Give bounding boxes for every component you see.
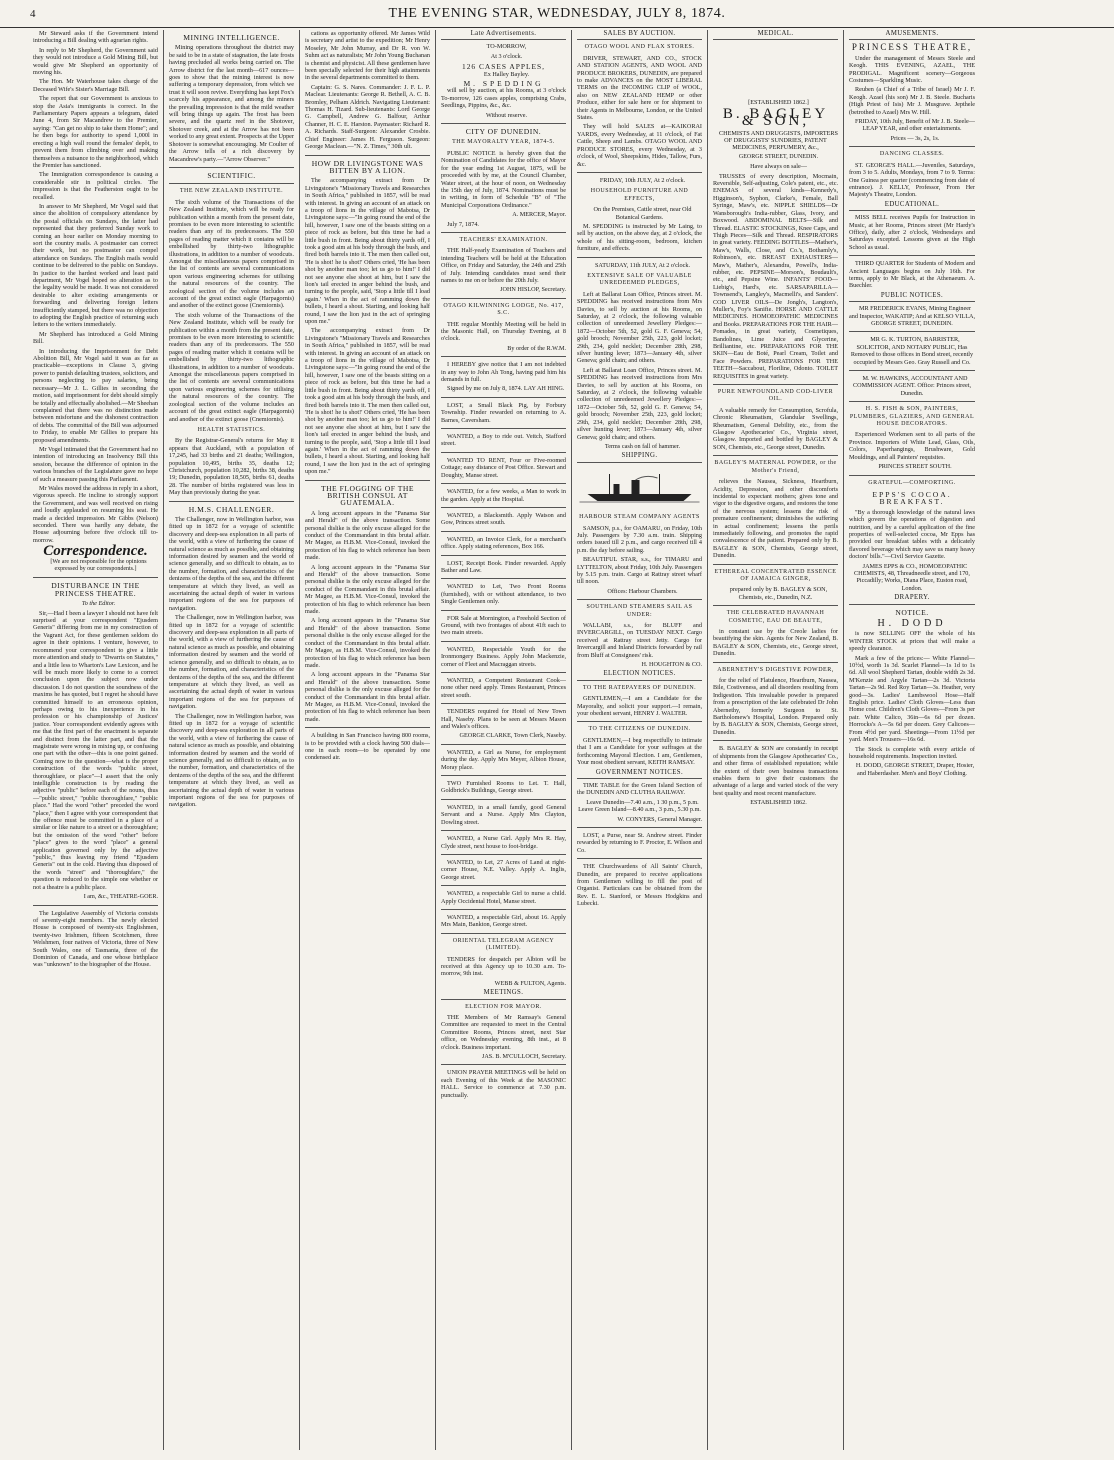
ad-title: ELECTION FOR MAYOR.: [465, 1003, 542, 1010]
article-text: The report that our Government is anxious to stop the Asia's immigrants is correct. In the Parliamentary Papers appears a telegram, dated June 4, from Sir Macandrew to the Premier, saying: "Can get no ship to take them Home"; and he then begs for authority to spend 1,000l in erecting a high wall round the females' depôt, to prevent them from climbing over and making themselves a nuisance to the neighborhood, which the Premier has sanctioned.: [33, 95, 158, 169]
ad-text: Without reserve.: [486, 111, 527, 119]
ad-text: THE regular Monthly Meeting will be held in the Masonic Hall, on Thursday Evening, at 8 o'clock.: [441, 320, 566, 343]
classified-ad: LOST, Receipt Book. Finder rewarded. Apply Bather and Law.: [441, 559, 566, 574]
ad-title: TO THE RATEPAYERS OF DUNEDIN.: [582, 684, 697, 691]
divider: [441, 775, 566, 776]
divider: [441, 452, 566, 453]
letter-salutation: To the Editor.: [81, 600, 116, 608]
article-text: The Hon. Mr Waterhouse takes charge of the Deceased Wife's Sister's Marriage Bill.: [33, 78, 158, 93]
divider: [577, 599, 702, 600]
health-text: By the Registrar-General's returns for May it appears that Auckland, with a population of 17,245, had 33 births and 21 deaths; Wellington, population 10,495, births 35, deaths 12; Christchurch, population 10,282, births 38, deaths 19; Dunedin, population 18,505, births 61, deaths 28. The number of births registered was less in May than previously during the year.: [169, 437, 294, 497]
ad-title: BAGLEY'S MATERNAL POWDER, or the Mother's Friend,: [714, 460, 837, 474]
ad-title: EPPS'S COCOA. BREAKFAST.: [872, 489, 952, 507]
ad-address: PRINCES STREET SOUTH.: [878, 463, 952, 471]
column-3: [300, 30, 436, 1450]
divider: [169, 501, 294, 502]
divider: [305, 480, 430, 481]
price-list: Mark a few of the prices:— White Flannel—10½d, worth 1s 3d. Scarlet Flannel—1s 1d to 1s 6d. All wool Shepherd Tartan, double width 2s 3d. M'Kenzie and Argyle Tartan—2s 3d. Victoria Tartan—2s 9d. Red Roy Tartan—3s. Heather, very good—3s. Ladies' Lambswool Hose—Half English price. Ladies' Cloth Gloves—Less than Home cost. Children's Cloth Gloves—From 3s per pair. White Calico, 36in—6s 6d per dozen. Horrocks's A—5s 6d per dozen. Grey Calicoes—From 4½d per yard. Sheetings—From 11½d per yard. Men's Trousers—16s 6d.: [849, 654, 975, 744]
classified-ad: WANTED, an Invoice Clerk, for a merchant's office. Apply stating references, Box 166.: [441, 535, 566, 551]
ad-title: 126 CASES APPLES,: [462, 62, 545, 72]
ad-text: A valuable remedy for Consumption, Scrofula, Chronic Rheumatism, Glandular Swellings, Rheumatism, General Debility, etc., from the Glasgow Apothecaries' Co., Virginia street, Glasgow. Imported and bottled by BAGLEY & SON, Chemists, etc., George street, Dunedin.: [713, 406, 838, 451]
divider: [577, 827, 702, 828]
spacer: [713, 43, 838, 99]
ad-text: Have always on sale—: [750, 163, 807, 171]
ad-text: BEAUTIFUL STAR, s.s., for TIMARU and LYTTELTON, about Friday, 10th July. Passengers by 5.15 p.m. train. Cargo at Rattray street wharf till noon.: [577, 556, 702, 586]
column-5: [572, 30, 708, 1450]
steamship-icon: [577, 470, 702, 504]
divider: [441, 578, 566, 579]
article-text: In answer to Mr Shepherd, Mr Vogel said that since the abolition of compulsory attendance by the postal officials on Sundays, the latter had represented that they preferred Sunday work to coming an hour earlier on Monday morning to sort the country mails. A postmaster can correct their work, but no postmaster can compel attendance on Sundays. The English mails would continue to be delivered to the public on Sundays. In justice to the hardest worked and least paid department, Mr Vogel hoped no alteration as to the legality would be made. It was not considered desirable to alter existing arrangements or forwarding and delivering foreign letters insufficiently stamped, but there was no objection to adopting the English practice of returning such letters to the writers immediately.: [33, 202, 158, 329]
column-4: [436, 30, 572, 1450]
article-text: Mr Vogel intimated that the Government had no intention of introducing an Insolvency Bill this session, because the difference of opinion in the various branches of the Legislature gave no hope of such a measure passing this Parliament.: [33, 445, 158, 483]
ad-text: MISS BELL receives Pupils for Instruction in Music, at her Rooms, Princes street (Mr Hardy's Office), daily, after 2 o'clock, Wednesdays and Saturdays excepted. Lessons given at the High School as usual.: [849, 214, 975, 251]
ad-address: JAMES EPPS & CO., HOMOEOPATHIC CHEMISTS, 48, Threadneedle street, and 170, Piccadilly; Works, Diana Place, Euston road, London.: [854, 562, 970, 592]
ad-title: HOUSEHOLD FURNITURE AND EFFECTS,: [590, 188, 689, 202]
ad-text: M. W. HAWKINS, ACCOUNTANT AND COMMISSION AGENT. Office: Princes street, Dunedin.: [852, 375, 971, 397]
divider: [849, 255, 975, 256]
ad-text: SAMSON, p.s., for OAMARU, on Friday, 10th July. Passengers by 7.30 a.m. train. Shipping orders issued till 2 p.m., and cargo received till 4 p.m. the day before sailing.: [577, 524, 702, 554]
ad-text: MR FREDERICK EVANS, Mining Engineer and Inspector, WAKATIP; And at KELSO VILLA, GEORGE STREET, DUNEDIN.: [849, 305, 976, 327]
newspaper-title: THE EVENING STAR, WEDNESDAY, JULY 8, 1874.: [388, 6, 726, 21]
divider: [441, 744, 566, 745]
divider: [441, 232, 566, 233]
divider: [305, 155, 430, 156]
ad-text: Left at Ballarat Loan Office, Princes street. M. SPEDDING has received instructions from Mrs Davies, to sell by auction at his Rooms, on Saturday, at 2 o'clock, the following valuable collection of unredeemed Jewellery Pledges:—1872—October 5th, 52, gold G. F. Geneva; 54, gold brooch; November 25th, 223, gold locket; 29th, 234, gold necklet; December 28th, 298, silver hunting lever; 1873—January 4th, silver Geneva; gold chain; and others.: [577, 290, 702, 365]
challenger-heading: H.M.S. CHALLENGER.: [188, 504, 275, 514]
divider: [713, 455, 838, 456]
sales-heading: SALES BY AUCTION.: [577, 30, 702, 40]
ad-text: CHEMISTS AND DRUGGISTS, IMPORTERS OF DRUGGISTS' SUNDRIES, PATENT MEDICINES, PERFUMERY, &c.,: [719, 129, 838, 152]
ad-text: TENDERS for despatch per Albion will be received at this Agency up to 10.30 a.m. To-morrow, 9th inst.: [441, 955, 566, 978]
ad-signature: A. MERCER, Mayor.: [512, 211, 566, 219]
classified-ad: WANTED, a respectable Girl, about 16. Apply Mrs Main, Bankton, George street.: [441, 913, 566, 929]
flogging-text: A long account appears in the "Panama Star and Herald" of the above transaction. Some personal dislike is the only excuse alleged for the conduct of the Commandant in this brutal affair. Mr Magee, as H.B.M. Vice-Consul, invoked the protection of his flag to which reference has been made.: [305, 617, 430, 669]
article-text: Mr Shepherd has introduced a Gold Mining Bill.: [33, 330, 158, 346]
ad-text: TO-MORROW,: [486, 43, 527, 51]
classified-ad: TENDERS required for Hotel of New Town Hall, Naseby. Plans to be seen at Messrs Mason and Wales's offices.: [441, 708, 566, 731]
ad-title: SOUTHLAND STEAMERS SAIL AS UNDER:: [586, 604, 693, 618]
ad-title: DANCING CLASSES.: [879, 151, 945, 158]
classified-ad: WANTED, for a few weeks, a Man to work in the garden. Apply at the Hospital.: [441, 488, 566, 503]
divider: [849, 475, 975, 476]
ad-title: THE CELEBRATED HAVANNAH COSMETIC, EAU DE BEAUTE,: [726, 610, 825, 624]
divider: [577, 172, 702, 173]
ad-text: in constant use by the Creole ladies for beautifying the skin. Agents for New Zealand, B. BAGLEY & SON, Chemists, etc., George street, Dunedin.: [713, 628, 838, 658]
educational-heading: EDUCATIONAL.: [849, 201, 975, 211]
ad-text: I HEREBY give notice that I am not indebted in any way to John Ah Tong, having paid him his demands in full.: [441, 361, 566, 384]
ad-prices: Prices — 3s, 2s, 1s.: [890, 134, 940, 142]
divider: [441, 672, 566, 673]
article-text: In reply to Mr Shepherd, the Government said they would not introduce a Gold Mining Bill, but would give Mr Shepherd an opportunity of moving his.: [33, 46, 158, 77]
ad-text: They will hold SALES at—KAIKORAI YARDS, every Wednesday, at 11 o'clock, of Fat Cattle, Sheep and Lambs. OTAGO WOOL AND PRODUCE STORES, every Wednesday, at 3 o'clock, of Wool, Sheepskins, Hides, Tallow, Furs, &c.: [577, 123, 702, 168]
ad-text: PUBLIC NOTICE is hereby given that the Nomination of Candidates for the office of Mayor for the year ending 1st August, 1875, will be proceeded with by me, at the Council Chamber, Water street, at the hour of noon, on Wednesday the 15th day of July, 1874. Nominations must be in writing, in form of Schedule "B" of "The Municipal Corporations Ordinance.": [441, 149, 566, 209]
government-notices-heading: GOVERNMENT NOTICES.: [577, 769, 702, 779]
article-text: In introducing the Imprisonment for Debt Abolition Bill, Mr Vogel said it was as far as practicable—exceptions in Clause 3, giving power to punish defaulting trustees, solicitors, and persons neglecting to pay salaries, being necessary—Mr J. L. Gillies in seconding the motion, said imprisonment for debt should simply be totally and effectually abolished.—Mr Sheehan complained that there was no distinction made between misfortune and the dishonest contraction of debts. The committal of the Bill was adjourned to Friday, to enable Mr Gillies to prepare his proposed amendments.: [33, 347, 158, 444]
ad-title: ORIENTAL TELEGRAM AGENCY (LIMITED).: [452, 937, 555, 952]
ad-title: ABERNETHY'S DIGESTIVE POWDER,: [717, 666, 834, 673]
livingstone-text: The accompanying extract from Dr Livingstone's "Missionary Travels and Researches in South Africa," published in 1857, will be read with interest. In giving an account of an attack on a troop of lions in the village of Mabotsa, Dr Livingstone says:—"In going round the end of the hill, however, I saw one of the beasts sitting on a piece of rock as before, but this time he had a little bush in front. Being about thirty yards off, I took a good aim at his body through the bush, and fired both barrels into it. The men then called out, 'He is shot! he is shot!' Others cried, 'He has been shot by another man too; let us go to him!' I did not see anyone else shoot at him, but I saw the lion's tail erected in anger behind the bush, and turning to the people, said, 'Stop a little till I load again.' When in the act of ramming down the bullets, I heard a shout. Starting, and looking half round, I saw the lion just in the act of springing upon me.": [305, 177, 430, 326]
divider: [441, 356, 566, 357]
ad-text: THIRD QUARTER for Students of Modern and Ancient Languages begins on July 16th. For terms, apply to Mr Black, at the Athenaeum. A. Buechler.: [849, 260, 975, 290]
dodd-name: H. DODD: [877, 618, 947, 629]
ad-text: "By a thorough knowledge of the natural laws which govern the operations of digestion and nutrition, and by a careful application of the fine properties of well-selected cocoa, Mr Epps has provided our breakfast tables with a delicately flavored beverage which may save us many heavy doctors' bills."—Civil Service Gazette.: [849, 508, 975, 561]
divider: [441, 703, 566, 704]
divider: [441, 123, 566, 124]
divider: [441, 909, 566, 910]
classified-ad: LOST, a Small Black Pig, by Forbury Township. Finder rewarded on returning to A. Barnes, Caversham.: [441, 401, 566, 424]
divider: [441, 799, 566, 800]
divider: [441, 830, 566, 831]
ad-text: B. BAGLEY & SON are constantly in receipt of shipments from the Glasgow Apothecaries' Co., and other firms of established reputation; while the extent of their own business transactions enables them to give their customers the advantage of a large and varied stock of the very best quality and most recent manufacture.: [713, 745, 838, 797]
ad-title: TO THE CITIZENS OF DUNEDIN.: [588, 726, 691, 733]
correspondence-heading: Correspondence.: [43, 543, 148, 560]
divider: [441, 1064, 566, 1065]
livingstone-heading: HOW DR LIVINGSTONE WAS BITTEN BY A LION.: [311, 158, 424, 175]
ad-text: GENTLEMEN,—I beg respectfully to intimate that I am a Candidate for your suffrages at the forthcoming Mayoral Election. I am, Gentlemen, Your most obedient servant, KEITH RAMSAY.: [577, 736, 702, 767]
divider: [33, 905, 158, 906]
classified-ad: WANTED, a Competent Restaurant Cook—none other need apply. Times Restaurant, Princes street south.: [441, 677, 566, 699]
ad-signature: By order of the R.W.M.: [507, 344, 566, 352]
classified-ad: WANTED, Respectable Youth for the Ironmongery Business. Apply John Mackenzie, corner of Fleet and Macraggan streets.: [441, 645, 566, 668]
article-text: The Immigration correspondence is causing a considerable stir in political circles. The impression is that the Featherston ought to be recalled.: [33, 171, 158, 201]
amusements-heading: AMUSEMENTS.: [849, 30, 975, 40]
divider: [441, 885, 566, 886]
ad-text: On the Premises, Cattle street, near Old Botanical Gardens.: [593, 206, 692, 221]
ad-text: Under the management of Messrs Steele and Keogh. THIS EVENING, AZAEL, THE PRODIGAL. Magnificent scenery—Gorgeous Costumes—Sparkling Music.: [849, 54, 975, 85]
ad-text: Left at Ballarat Loan Office, Princes street. M. SPEDDING has received instructions from Mrs Davies, to sell by auction at his Rooms, on Saturday, at 2 o'clock, the following valuable collection of unredeemed Jewellery Pledges:—1872—October 5th, 52, gold G. F. Geneva; 54, gold brooch; November 25th, 223, gold locket; 29th, 234, gold necklet; December 28th, 298, silver hunting lever; 1873—January 4th, silver Geneva; gold chain; and others.: [577, 366, 702, 441]
ad-signature: JOHN HISLOP, Secretary.: [500, 286, 566, 294]
article-text: Mr Wales moved the address in reply in a short, vigorous speech. He incline to strongly support the Government, and was well received on rising and loudly applauded on resuming his seat. He made a decided impression. Mr Gibbs (Nelson) seconded. There was hardly any debate, the House adjourning before five o'clock till to-morrow.: [33, 484, 158, 544]
divider: [713, 662, 838, 663]
challenger-text: The Challenger, now in Wellington harbor, was fitted up in 1872 for a voyage of scientific discovery and deep-sea exploration in all parts of the world, with a view of furthering the cause of natural science as much as possible, and obtaining information desired by seamen and the world of science generally, and so difficult to obtain, as to the number, formation, and characteristics of the denizens of the depths of the sea, and the different temperature at which they lived, as well as ascertaining the actual depth of water in various important regions of the sea for purposes of navigation.: [169, 614, 294, 711]
letter-heading: DISTURBANCE IN THE PRINCESS THEATRE.: [51, 581, 140, 598]
classified-ad: TWO Furnished Rooms to Let. T. Hall, Goldbrick's Buildings, George street.: [441, 780, 566, 795]
ad-signature: H. DODD, GEORGE STREET, Draper, Hosier, and Haberdasher. Men's and Boys' Clothing.: [855, 762, 975, 777]
mining-heading: MINING INTELLIGENCE.: [183, 33, 280, 42]
divider: [33, 577, 158, 578]
ad-text: prepared only by B. BAGLEY & SON, Chemists, etc., Dunedin, N.Z.: [729, 586, 828, 601]
ad-text: WALLABI, s.s., for BLUFF and INVERCARGILL, on TUESDAY NEXT. Cargo received at Rattray street Jetty. Cargo for Invercargill and Inland Districts forwarded by rail from Bluff at Consignees' risk.: [577, 622, 702, 659]
ad-text: relieves the Nausea, Sickness, Heartburn, Acidity, Depression, and other discomforts incidental to expectant mothers; gives tone and vigor to the digestive organs, and restores the tone of the nervous system; lessens the risk of premature confinement; diminishes the suffering in actual confinement; lessens the perils immediately following, and promotes the rapid convalescence of the patient. Prepared only by B. BAGLEY & SON, Chemists, George street, Dunedin.: [713, 478, 838, 560]
cast-list: Reuben (a Chief of a Tribe of Israel) Mr J. F. Keogh. Azael (his son) Mr J. B. Steele. Bucharis (High Priest of Isis) Mr J. Musgrave. Jepthele (betrothed to Azael) Mrs W. Hill.: [849, 86, 975, 116]
scientific-text: The sixth volume of the Transactions of the New Zealand Institute, which will be ready for publication within a month from the present date, promises to be even more interesting to scientific readers than any of its predecessors. The 550 pages of reading matter which it contains will be embellished by thirty-two lithographic illustrations, in addition to a number of woodcuts. Amongst the miscellaneous papers comprised in the list of contents are several communications upon various engineering schemes for utilising the natural resources of the country. The zoological section of the volume includes an account of the great extinct eagle (Harpagornis) and another of the extinct goose (Cnemiornis).: [169, 311, 294, 423]
challenger-text: The Challenger, now in Wellington harbor, was fitted up in 1872 for a voyage of scientific discovery and deep-sea exploration in all parts of the world, with a view of furthering the cause of natural science as much as possible, and obtaining information desired by seamen and the world of science generally, and so difficult to obtain, as to the number, formation, and characteristics of the denizens of the depths of the sea, and the different temperature at which they lived, as well as ascertaining the actual depth of water in various important regions of the sea for purposes of navigation.: [169, 712, 294, 809]
page-number: 4: [30, 8, 37, 20]
ad-text: THE Half-yearly Examination of Teachers and intending Teachers will be held at the Education Office, on Friday and Saturday, the 24th and 25th of July. Intending candidates must send their names to me on or before the 20th July.: [441, 247, 566, 284]
ad-address: GEORGE STREET, DUNEDIN.: [738, 153, 819, 160]
ad-signature: WEBB & FULTON, Agents.: [494, 979, 566, 987]
scientific-heading: SCIENTIFIC.: [207, 170, 256, 180]
drapery-heading: DRAPERY.: [849, 594, 975, 604]
classified-ad: WANTED, a respectable Girl to nurse a child. Apply Occidental Hotel, Manse street.: [441, 890, 566, 905]
established-note: ESTABLISHED 1862.: [750, 799, 807, 807]
divider: [441, 483, 566, 484]
ad-title: H. S. FISH & SON, PAINTERS, PLUMBERS, GLAZIERS, AND GENERAL HOUSE DECORATORS.: [849, 406, 975, 428]
meetings-heading: MEETINGS.: [441, 989, 566, 999]
ad-text: At 3 o'clock.: [490, 52, 523, 60]
ad-text: GENTLEMEN,—I am a Candidate for the Mayoralty, and solicit your support.—I remain, your obedient servant, HENRY J. WALTER.: [577, 695, 702, 718]
ad-title: ETHEREAL CONCENTRATED ESSENCE OF JAMAICA GINGER,: [714, 568, 837, 582]
divider: [441, 298, 566, 299]
flogging-text: A long account appears in the "Panama Star and Herald" of the above transaction. Some personal dislike is the only excuse alleged for the conduct of the Commandant in this brutal affair. Mr Magee, as H.B.M. Vice-Consul, invoked the protection of his flag to which reference has been made.: [305, 563, 430, 616]
classified-ad: FOR Sale at Mornington, a Freehold Section of Ground, with two frontages of about 41ft each to two main streets.: [441, 614, 566, 637]
divider: [849, 331, 975, 332]
article-text: A building in San Francisco having 800 rooms, is to be provided with a clock having 500 dials—one in each room—to be operated by one condensed air.: [305, 732, 430, 762]
auctioneer-name: M. SPEDDING: [463, 79, 544, 89]
divider: [713, 740, 838, 741]
article-text: Mr Steward asks if the Government intend introducing a Bill dealing with agrarian rights.: [33, 30, 158, 45]
timetable: Leave Dunedin—7.40 a.m., 1 30 p.m., 5 p.m. Leave Green Island—8.40 a.m., 3 p.m., 5.30 p.m.: [578, 798, 701, 814]
divider: [441, 428, 566, 429]
product-list: TRUSSES of every description, Mocmain, Reversible, Self-adjusting, Cole's patent, etc., etc. ENEMAS of several kinds—Kennedy's, Higginson's, Syphon, Clarke's, Female, Ball Syringe, Maw's, etc. NIPPLE SHIELDS—Dr Wansborough's India-rubber, Glass, Ivory, and Boxwood. ABDOMINAL BELTS—Silk and Thread. ELASTIC STOCKINGS, Knee Caps, and Thigh Pieces—Silk and Thread. RESPIRATORS in great variety. FEEDING BOTTLES—Mather's, Maw's, Walls, Close, and Co.'s, Bothamly's, Robinson's, etc. BREAST EXHAUSTERS—Maw's, Mather's, Alexandra, Powell's, India-rubber, etc. PEPSINE—Morson's, Boudault's, etc., and Pepsine Wine. INFANTS' FOOD—Liebig's, Hard's, etc. SARSAPARILLA—Townsend's, Langley's, Macmelli's, and Sanders'. COD LIVER OILS—De Jongh's, Langton's, Muller's, Foy's Sanifie. HORSE AND CATTLE MEDICINES. HOMOEOPATHIC MEDICINES and Books. PREPARATIONS FOR THE HAIR—Pomades, in great variety, Cosmetiques, Bandolines, Lime Juice and Glycerine, Brilliantine, etc. PREPARATIONS FOR THE SKIN—Eau de Boté, Pearl Cream, Toilet and Face Powders. PREPARATIONS FOR THE TEETH—Saccabout, Floriline, Odonto. TOILET REQUISITES in great variety.: [713, 172, 838, 380]
bagley-logo: B. BAGLEY & SON,: [722, 105, 829, 130]
article-text: The Legislative Assembly of Victoria consists of seventy-eight members. The newly elected House is composed of twenty-six Englishmen, twenty-two Irishmen, fifteen Scotchmen, three Welshmen, four natives of Victoria, three of New South Wales, one of Tasmania, three of the Dominion of Canada, and one whose birthplace was "unknown" to the biographer of the House.: [33, 909, 158, 969]
divider: [849, 401, 975, 402]
columns: [28, 30, 1094, 1450]
classified-ad: WANTED, to Let, 27 Acres of Land at right-corner House, N.E. Valley. Apply A. Inglis, George street.: [441, 858, 566, 881]
divider: [849, 146, 975, 147]
theatre-heading: PRINCESS THEATRE,: [851, 42, 973, 53]
divider: [169, 183, 294, 184]
classified-ad: WANTED, a Nurse Girl. Apply Mrs R. Hay, Clyde street, next house to foot-bridge.: [441, 835, 566, 850]
classified-ad: LOST, a Purse, near St. Andrew street. Finder rewarded by returning to F. Proctor, E. Wilson and Co.: [577, 831, 702, 854]
livingstone-text: The accompanying extract from Dr Livingstone's "Missionary Travels and Researches in South Africa," published in 1857, will be read with interest. In giving an account of an attack on a troop of lions in the village of Mabotsa, Dr Livingstone says:—"In going round the end of the hill, however, I saw one of the beasts sitting on a piece of rock as before, but this time he had a little bush in front. Being about thirty yards off, I took a good aim at his body through the bush, and fired both barrels into it. The men then called out, 'He is shot! he is shot!' Others cried, 'He has been shot by another man too; let us go to him!' I did not see anyone else shoot at him, but I saw the lion's tail erected in anger behind the bush, and turning to the people, said, 'Stop a little till I load again.' When in the act of ramming down the bullets, I heard a shout. Starting, and looking half round, I saw the lion just in the act of springing upon me.": [305, 327, 430, 476]
mining-text: Mining operations throughout the district may be said to be in a state of stagnation, the late frosts having precluded all works being carried on. The Arrow district for the last month—617 ounces—goes to show that the mining interest is now suffering a temporary depression, from which we trust it will soon revive. Everything has kept Fox's scarcely his appearance, and among the miners the prevailing impression is that the mild weather will bring things up again. The frost has been severe, and the quartz reef in the Shotover, Shotover creek, and at the Arrow has not been worked to any great extent. Prospects at the Upper Shotover is somewhat encouraging. Mr Coulter of the Arrow tells of a rich discovery by Macandrew's party.—"Arrow Observer.": [169, 44, 294, 163]
ad-signature: GEORGE CLARKE, Town Clerk, Naseby.: [459, 732, 566, 740]
letter-body: Sir,—Had I been a lawyer I should not have felt surprised at your correspondent "Ejusdem Generis" differing from me in my construction of the Vagrant Act, for these gentlemen seldom do agree in their opinions. I venture, however, to recommend your correspondent to give a little more attention and study to "Dwarris on Statutes," and a little less to Wharton's Law Lexicon, and he will be much more likely to come to a correct conclusion upon the subject now under discussion. I do not question the soundness of the maxims he has quoted, but I regret he should have committed himself to an erroneous opinion, perhaps owing to his inexperience in his profession or his championship of Justices' justice. Your correspondent evidently agrees with me that the first part of the enactment is separate and distinct from the latter part, and that the magistrate were wrong in mixing up, or confusing one part with the other—this is one point gained. Coming now to the question—what is the proper construction of the words "public street, thoroughfare, or place"—I assert that the only intelligible construction is by reading the adjective "public" before each of the nouns, thus—"public street," "public thoroughfare," "public place." Had the word "other" preceded the word "place," then I agree with your correspondent that the offence must be committed in a place of a similar or like nature to a street or a thoroughfare; but the omission of the word "other" before "place" gives to the word "place" a general application governed only by the adjective "public," thus leaving my friend "Ejusdem Generis" out in the cold. Having thus disposed of the words "street" and "thoroughfare," the question is reduced to the simple one whether or not a theatre is a public place.: [33, 609, 158, 891]
divider: [441, 641, 566, 642]
scientific-text: The sixth volume of the Transactions of the New Zealand Institute, which will be ready for publication within a month from the present date, promises to be even more interesting to scientific readers than any of its predecessors. The 550 pages of reading matter which it contains will be embellished by thirty-two lithographic illustrations, in addition to a number of woodcuts. Amongst the miscellaneous papers comprised in the list of contents are several communications upon various engineering schemes for utilising the natural resources of the country. The zoological section of the volume includes an account of the great extinct eagle (Harpagornis) and another of the extinct goose (Cnemiornis).: [169, 198, 294, 310]
ad-title: CITY OF DUNEDIN.: [465, 127, 542, 137]
divider: [441, 397, 566, 398]
ad-text: Experienced Workmen sent to all parts of the Province. Importers of White Lead, Glass, Oils, Colors, Paperhangings, Brushware, Gold Mouldings, and all Painters' requisites.: [849, 431, 975, 461]
article-text: Captain: G. S. Nares. Commander: J. F. L. P. Maclear. Lieutenants: George R. Bethell, A. C. B. Bromley, Pelham Aldrich. Navigating Lieutenant: Thomas H. Tizard. Sub-lieutenants: Lord George G. Campbell, Andrew G. Balfour, Arthur Channer, H. C. E. Harston. Paymaster: Richard R. A. Richards. Staff-Surgeon: Alexander Crosbie. Chief Engineer: James H. Ferguson. Surgeon: George Maclean.—"N. Z. Times," 30th ult.: [305, 83, 430, 151]
ad-signature: H. HOUGHTON & CO.: [641, 661, 702, 669]
flogging-heading: THE FLOGGING OF THE BRITISH CONSUL AT GUATEMALA.: [320, 483, 415, 508]
ad-text: SATURDAY, 11th JULY, At 2 o'clock.: [594, 261, 691, 269]
classified-ad: WANTED, a Blacksmith. Apply Watson and Gow, Princes street south.: [441, 511, 566, 527]
classified-ad: WANTED, in a small family, good General Servant and a Nurse. Apply Mrs Clayton, Dowling street.: [441, 803, 566, 826]
divider: [305, 727, 430, 728]
ad-title: OTAGO KILWINNING LODGE, No. 417, S.C.: [443, 302, 564, 317]
ad-title: OTAGO WOOL AND FLAX STORES.: [584, 44, 695, 51]
column-7: [844, 30, 980, 1450]
ad-text: ST. GEORGE'S HALL.—Juveniles, Saturdays, from 3 to 5. Adults, Mondays, from 7 to 9. Terms: One Guinea per quarter (commencing from date of entrance). J. KELLY, Professor, From Her Majesty's Theatre, London.: [849, 161, 975, 199]
ad-text: UNION PRAYER MEETINGS will be held on each Evening of this Week at the MASONIC HALL. Service to commence at 7.30 p.m. punctually.: [441, 1069, 566, 1099]
divider: [577, 721, 702, 722]
ad-title: GRATEFUL—COMFORTING.: [868, 479, 956, 486]
divider: [713, 564, 838, 565]
established-note: [ESTABLISHED 1862.]: [748, 99, 809, 107]
ad-text: FRIDAY, 10th July, Benefit of Mr J. B. Steele—LEAP YEAR, and other entertainments.: [855, 118, 975, 133]
masthead: [0, 6, 1114, 28]
ad-text: Ex Halley Bayley.: [483, 70, 530, 78]
divider: [577, 257, 702, 258]
medical-heading: MEDICAL.: [713, 30, 838, 40]
ad-text: Signed by me on July 8, 1874. LAY AH HING.: [447, 385, 565, 393]
divider: [169, 167, 294, 168]
election-notices-heading: ELECTION NOTICES.: [577, 670, 702, 680]
column-6: [708, 30, 844, 1450]
classified-ad: WANTED TO RENT, Four or Five-roomed Cottage; easy distance of Post Office. Stewart and Doughty, Manse street.: [441, 456, 566, 479]
ad-text: TIME TABLE for the Green Island Section of the DUNEDIN AND CLUTHA RAILWAY.: [577, 781, 702, 797]
late-ads-heading: Late Advertisements.: [441, 30, 566, 40]
ad-title: NOTICE.: [895, 607, 929, 617]
ad-text: Terms cash on fall of hammer.: [604, 442, 681, 450]
flogging-text: A long account appears in the "Panama Star and Herald" of the above transaction. Some personal dislike is the only excuse alleged for the conduct of the Commandant in this brutal affair. Mr Magee, as H.B.M. Vice-Consul, invoked the protection of his flag to which reference has been made.: [305, 671, 430, 723]
divider: [577, 858, 702, 859]
classified-ad: THE Churchwardens of All Saints' Church, Dunedin, are prepared to receive applications from Gentlemen willing to fill the post of Organist. Particulars can be obtained from the Rev. E. L. Stanford, or Messrs Hodgkins and Lubecki.: [577, 863, 702, 908]
divider: [441, 555, 566, 556]
ad-date: July 7, 1874.: [447, 220, 479, 228]
ad-title: PURE NEWFOUNDLAND COD-LIVER OIL.: [717, 389, 834, 403]
divider: [441, 507, 566, 508]
ad-text: MR G. K. TURTON, BARRISTER, SOLICITOR, AND NOTARY PUBLIC, Has Removed to those offices in Bond street, recently occupied by Messrs Geo. Gray Russell and Co.: [850, 336, 974, 366]
divider: [441, 531, 566, 532]
classified-ad: WANTED to Let, Two Front Rooms (furnished), with or without attendance, to two Single Gentlemen only.: [441, 583, 566, 606]
ad-signature: W. CONYERS, General Manager.: [617, 815, 702, 823]
ad-text: will sell by auction, at his Rooms, at 3 o'clock To-morrow, 126 cases apples, comprising Crabs, Seedlings, Pippins, &c., &c.: [441, 87, 566, 110]
health-heading: HEALTH STATISTICS.: [197, 426, 266, 433]
divider: [713, 605, 838, 606]
article-text: cations as opportunity offered. Mr James Wild is secretary and artist to the expedition; Mr Henry Moseley, Mr John Murray, and Dr R. von W. Suhm act as naturalists; Mr John Young Buchanan is chemist and physicist. All these gentlemen have been specially selected for their high attainments in the several departments committed to them.: [305, 30, 430, 82]
challenger-text: The Challenger, now in Wellington harbor, was fitted up in 1872 for a voyage of scientific discovery and deep-sea exploration in all parts of the world, with a view of furthering the cause of natural science as much as possible, and obtaining information desired by seamen and the world of science generally, and so difficult to obtain, as to the number, formation, and characteristics of the denizens of the depths of the sea, and the different temperature at which they lived, as well as ascertaining the actual depth of water in various important regions of the sea for purposes of navigation.: [169, 515, 294, 612]
editor-note: [We are not responsible for the opinions expressed by our correspondents.]: [50, 558, 147, 573]
ad-text: M. SPEDDING is instructed by Mr Laing, to sell by auction, on the above day, at 2 o'clock, the whole of his sitting-room, bedroom, kitchen furniture, and effects.: [577, 222, 702, 253]
column-1: [28, 30, 164, 1450]
shipping-heading: SHIPPING.: [577, 452, 702, 462]
divider: [441, 854, 566, 855]
classified-ad: WANTED, a Boy to ride out. Veitch, Stafford street.: [441, 433, 566, 448]
ad-text: The Stock is complete with every article of household requirements. Inspection invited.: [849, 745, 975, 760]
flogging-text: A long account appears in the "Panama Star and Herald" of the above transaction. Some personal dislike is the only excuse alleged for the conduct of the Commandant in this brutal affair. Mr Magee, as H.B.M. Vice-Consul, invoked the protection of his flag to which reference has been made.: [305, 509, 430, 562]
apples-ad: [441, 63, 566, 119]
ad-text: for the relief of Flatulence, Heartburn, Nausea, Bile, Costiveness, and all disorders resulting from Indigestion. This invaluable powder is prepared from a prescription of the late celebrated Dr John Abernethy, formerly Surgeon to St. Bartholomew's Hospital, London. Prepared only by B. BAGLEY & SON, Chemists, George street, Dunedin.: [713, 677, 838, 736]
classified-ad: WANTED, a Girl as Nurse, for employment during the day. Apply Mrs Meyer, Albion House, Moray place.: [441, 748, 566, 771]
ad-text: Offices: Harbour Chambers.: [607, 587, 678, 595]
ad-signature: JAS. B. M'CULLOCH, Secretary.: [481, 1053, 566, 1061]
divider: [713, 384, 838, 385]
ad-text: THE Members of Mr Ramsay's General Committee are requested to meet in the Central Committee Rooms, Princes street, next Star office, on Wednesday evening, 8th inst., at 8 o'clock. Business important.: [441, 1014, 566, 1051]
column-2: [164, 30, 300, 1450]
public-notices-heading: PUBLIC NOTICES.: [849, 292, 975, 302]
ad-title: TEACHERS' EXAMINATION.: [459, 236, 548, 243]
ad-title: EXTENSIVE SALE OF VALUABLE UNREDEEMED PLEDGES,: [587, 272, 692, 287]
letter-signature: I am, &c., THEATRE-GOER.: [83, 893, 158, 901]
divider: [441, 610, 566, 611]
institute-heading: THE NEW ZEALAND INSTITUTE.: [179, 188, 284, 195]
ad-title: HARBOUR STEAM COMPANY AGENTS: [579, 514, 700, 521]
ad-text: FRIDAY, 10th JULY, At 2 o'clock.: [599, 176, 686, 184]
ad-text: is now SELLING OFF the whole of his WINTER STOCK at prices that will make a speedy clearance.: [849, 630, 975, 653]
ad-text: DRIVER, STEWART, AND CO., STOCK AND STATION AGENTS, AND WOOL AND PRODUCE BROKERS, DUNEDIN, are prepared to make ADVANCES on the MOST LIBERAL TERMS on the INCOMING CLIP of WOOL, also on NEW ZEALAND HEMP or other Produce, either for sale here or for shipment to their Agents in Melbourne, London, or the United States.: [577, 54, 702, 122]
divider: [849, 370, 975, 371]
divider: [441, 933, 566, 934]
ad-title: THE MAYORALTY YEAR, 1874-5.: [452, 139, 555, 146]
